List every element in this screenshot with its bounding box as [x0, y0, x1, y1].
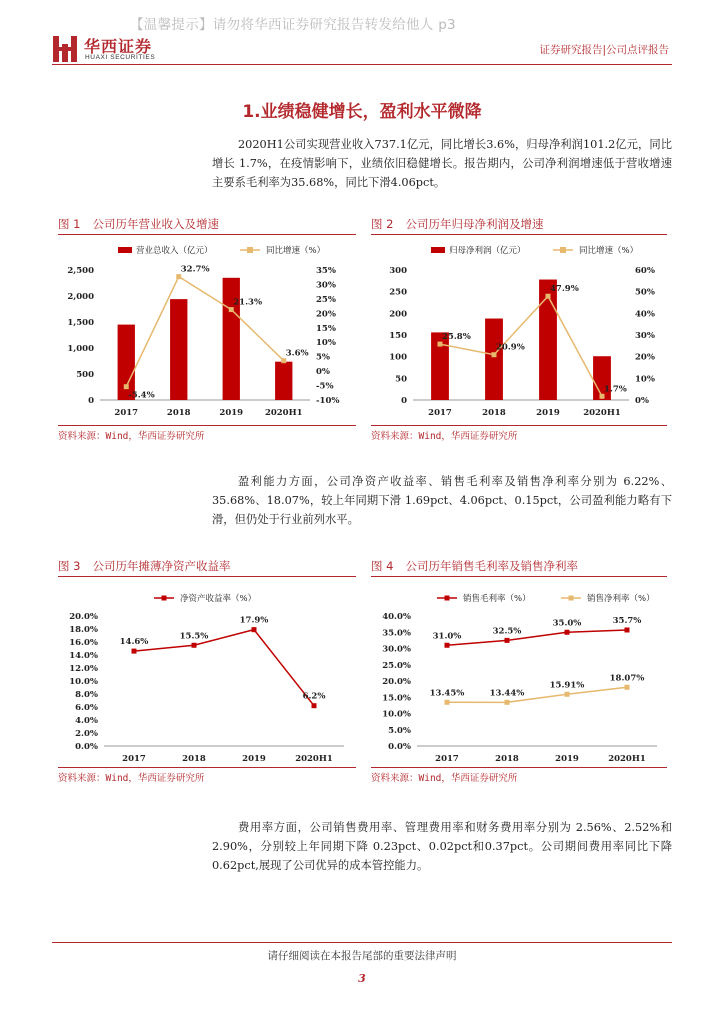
figure-number: 图 2	[371, 217, 394, 231]
logo-name: 华西证券	[84, 37, 153, 56]
data-label: 18.07%	[609, 673, 645, 684]
figure-number: 图 3	[58, 559, 81, 573]
figure-3-title	[58, 558, 230, 574]
x-tick-label: 2017	[428, 408, 452, 418]
x-tick-label: 2017	[435, 754, 459, 764]
data-point	[505, 638, 510, 643]
figure-4-bottom-rule	[371, 767, 667, 768]
legend-marker	[560, 247, 566, 253]
figure-2-source: 资料来源：Wind，华西证券研究所	[371, 431, 518, 442]
x-tick-label: 2020H1	[583, 408, 621, 418]
data-label: -5.4%	[128, 390, 155, 401]
paragraph-text: 盈利能力方面，公司净资产收益率、销售毛利率及销售净利率分别为 6.22%、35.68%、18.07%，较上年同期下滑 1.69pct、4.06pct、0.15pct，公司盈利能力略有下滑，但仍处于行业前列水平。	[212, 475, 672, 526]
figure-caption: 公司历年营业收入及增速	[92, 217, 219, 231]
x-tick-label: 2018	[182, 754, 206, 764]
data-point	[229, 307, 234, 312]
figure-2-rule	[371, 234, 667, 235]
y2-tick-label: 0%	[316, 367, 330, 378]
figure-caption: 公司历年摊薄净资产收益率	[92, 559, 231, 573]
y-tick-label: 50	[395, 374, 407, 385]
report-type: 证券研究报告|公司点评报告	[539, 44, 669, 56]
y2-tick-label: 20%	[635, 352, 655, 363]
figure-4-source: 资料来源：Wind，华西证券研究所	[371, 773, 518, 784]
y2-tick-label: -10%	[316, 396, 340, 406]
header-divider	[52, 64, 672, 65]
data-label: 15.91%	[549, 680, 585, 691]
figure-caption: 公司历年归母净利润及增速	[405, 217, 544, 231]
data-point	[625, 627, 630, 632]
y2-tick-label: 25%	[316, 294, 336, 305]
figure-4-title	[371, 558, 578, 574]
chart-roe	[58, 580, 356, 766]
data-point	[132, 649, 137, 654]
x-tick-label: 2019	[555, 754, 579, 764]
y-tick-label: 12.0%	[69, 664, 98, 674]
x-tick-label: 2019	[536, 408, 560, 418]
x-tick-label: 2017	[122, 754, 146, 764]
series-line	[447, 687, 627, 702]
y-tick-label: 1,500	[67, 318, 94, 328]
y-tick-label: 2,000	[67, 292, 94, 302]
data-point	[565, 692, 570, 697]
figure-2-bottom-rule	[371, 425, 667, 426]
y2-tick-label: 10%	[635, 374, 655, 385]
logo-english: HUAXI SECURITIES	[85, 54, 156, 61]
y-tick-label: 10.0%	[69, 677, 98, 687]
figure-1-bottom-rule	[58, 425, 356, 426]
data-label: 20.9%	[496, 342, 525, 353]
y2-tick-label: -5%	[316, 381, 334, 392]
data-point	[192, 643, 197, 648]
legend-marker	[569, 596, 574, 601]
y2-tick-label: 30%	[635, 331, 655, 341]
figure-3-rule	[58, 576, 356, 577]
y-tick-label: 0.0%	[388, 742, 411, 752]
figure-number: 图 1	[58, 217, 81, 231]
y2-tick-label: 50%	[635, 287, 655, 298]
legend-label: 销售毛利率（%）	[463, 594, 531, 604]
bar	[170, 299, 187, 400]
y2-tick-label: 20%	[316, 309, 336, 320]
data-point	[252, 627, 257, 632]
y-tick-label: 40.0%	[382, 612, 411, 622]
data-point	[445, 643, 450, 648]
y-tick-label: 30.0%	[382, 644, 411, 655]
legend-marker	[445, 596, 450, 601]
y-tick-label: 2.0%	[75, 729, 98, 739]
legend-bar-swatch	[431, 247, 445, 253]
data-label: 25.8%	[442, 332, 471, 343]
y-tick-label: 100	[389, 352, 407, 363]
bar	[223, 278, 240, 400]
data-point	[546, 294, 551, 299]
series-line	[447, 630, 627, 645]
x-tick-label: 2019	[242, 754, 266, 764]
data-label: 31.0%	[432, 631, 462, 642]
data-point	[312, 703, 317, 708]
y-tick-label: 16.0%	[69, 638, 98, 648]
data-label: 15.5%	[179, 631, 209, 642]
y-tick-label: 25.0%	[382, 660, 411, 671]
data-label: 35.0%	[552, 618, 582, 629]
y-tick-label: 15.0%	[382, 693, 411, 704]
y-tick-label: 10.0%	[382, 709, 411, 720]
data-point	[600, 394, 605, 399]
y-tick-label: 500	[76, 370, 94, 380]
data-point	[492, 352, 497, 357]
x-tick-label: 2020H1	[608, 754, 646, 764]
legend-marker	[162, 596, 167, 601]
bar	[485, 319, 503, 400]
x-tick-label: 2018	[482, 408, 506, 418]
figure-number: 图 4	[371, 559, 394, 573]
y-tick-label: 5.0%	[388, 725, 411, 736]
x-tick-label: 2018	[166, 408, 191, 418]
y-tick-label: 0	[88, 396, 94, 406]
page-number: 3	[358, 972, 366, 985]
y-tick-label: 0.0%	[75, 742, 98, 752]
paragraph-2	[212, 472, 672, 529]
data-point	[176, 274, 181, 279]
y-tick-label: 6.0%	[75, 703, 98, 713]
chart-revenue	[58, 238, 356, 424]
data-label: 13.44%	[489, 688, 525, 699]
x-tick-label: 2018	[495, 754, 519, 764]
y-tick-label: 200	[389, 309, 407, 320]
data-label: 6.2%	[302, 691, 326, 702]
data-point	[438, 342, 443, 347]
data-label: 1.7%	[604, 384, 627, 395]
logo-mark-icon	[52, 34, 80, 64]
chart-margins	[371, 580, 667, 766]
footer-divider	[52, 942, 672, 943]
legend-label: 同比增速（%）	[266, 246, 326, 256]
paragraph-text: 费用率方面，公司销售费用率、管理费用率和财务费用率分别为 2.56%、2.52%和 2.90%，分别较上年同期下降 0.23pct、0.02pct和0.37pct。公司期间费用率同比下降 0.62pct,展现了公司优异的成本管控能力。	[212, 821, 672, 872]
figure-caption: 公司历年销售毛利率及销售净利率	[405, 559, 578, 573]
legend-label: 营业总收入（亿元）	[136, 246, 213, 256]
y-tick-label: 14.0%	[69, 651, 98, 661]
data-label: 14.6%	[119, 637, 149, 648]
y2-tick-label: 0%	[635, 396, 649, 406]
y2-tick-label: 60%	[635, 266, 655, 276]
y-tick-label: 20.0%	[69, 612, 98, 622]
y-tick-label: 1,000	[67, 344, 94, 354]
data-point	[625, 685, 630, 690]
data-label: 35.7%	[612, 615, 642, 626]
figure-3-bottom-rule	[58, 767, 356, 768]
data-label: 21.3%	[233, 297, 263, 308]
legend-label: 归母净利润（亿元）	[449, 246, 526, 256]
data-point	[445, 700, 450, 705]
y2-tick-label: 15%	[316, 323, 336, 334]
data-label: 32.7%	[180, 264, 210, 275]
x-tick-label: 2020H1	[264, 408, 303, 418]
y-tick-label: 35.0%	[382, 628, 411, 639]
y-tick-label: 0	[401, 396, 407, 406]
data-label: 47.9%	[550, 284, 579, 295]
figure-1-source: 资料来源：Wind，华西证券研究所	[58, 431, 205, 442]
figure-4-rule	[371, 576, 667, 577]
legend-marker	[247, 247, 253, 253]
figure-1-title	[58, 216, 219, 232]
series-line	[126, 277, 284, 387]
y2-tick-label: 35%	[316, 266, 336, 276]
series-line	[134, 630, 314, 706]
chart-net-profit	[371, 238, 667, 424]
y-tick-label: 8.0%	[75, 690, 98, 700]
legend-label: 销售净利率（%）	[587, 594, 655, 604]
legend-label: 同比增速（%）	[579, 246, 639, 256]
y2-tick-label: 30%	[316, 280, 336, 291]
figure-2-title	[371, 216, 543, 232]
footer-disclaimer: 请仔细阅读在本报告尾部的重要法律声明	[267, 950, 457, 962]
watermark-notice: 【温馨提示】请勿将华西证券研究报告转发给他人 p3	[130, 17, 456, 33]
y-tick-label: 20.0%	[382, 677, 411, 687]
x-tick-label: 2020H1	[295, 754, 333, 764]
y2-tick-label: 40%	[635, 309, 655, 320]
y-tick-label: 250	[389, 287, 407, 298]
y2-tick-label: 10%	[316, 338, 336, 349]
paragraph-1	[212, 135, 672, 192]
x-tick-label: 2017	[114, 408, 139, 418]
paragraph-3	[212, 818, 672, 875]
y-tick-label: 18.0%	[69, 625, 98, 635]
paragraph-text: 2020H1公司实现营业收入737.1亿元，同比增长3.6%，归母净利润101.2亿元，同比增长 1.7%，在疫情影响下，业绩依旧稳健增长。报告期内，公司净利润增速低于营收增速主要系毛利率为35.68%，同比下滑4.06pct。	[212, 138, 672, 189]
figure-3-source: 资料来源：Wind，华西证券研究所	[58, 773, 205, 784]
section-title: 1.业绩稳健增长，盈利水平微降	[242, 102, 482, 122]
data-label: 13.45%	[429, 688, 465, 699]
y-tick-label: 300	[389, 266, 407, 276]
y-tick-label: 2,500	[67, 266, 94, 276]
y-tick-label: 4.0%	[75, 716, 98, 726]
data-point	[565, 630, 570, 635]
company-logo	[52, 34, 182, 68]
x-tick-label: 2019	[219, 408, 244, 418]
legend-label: 净资产收益率（%）	[180, 594, 257, 604]
data-point	[124, 384, 129, 389]
bar	[275, 362, 292, 400]
data-point	[505, 700, 510, 705]
y2-tick-label: 5%	[316, 352, 330, 363]
legend-bar-swatch	[118, 247, 132, 253]
data-point	[281, 358, 286, 363]
y-tick-label: 150	[389, 331, 407, 341]
data-label: 17.9%	[239, 615, 269, 626]
data-label: 3.6%	[285, 348, 309, 359]
data-label: 32.5%	[492, 626, 522, 637]
figure-1-rule	[58, 234, 356, 235]
